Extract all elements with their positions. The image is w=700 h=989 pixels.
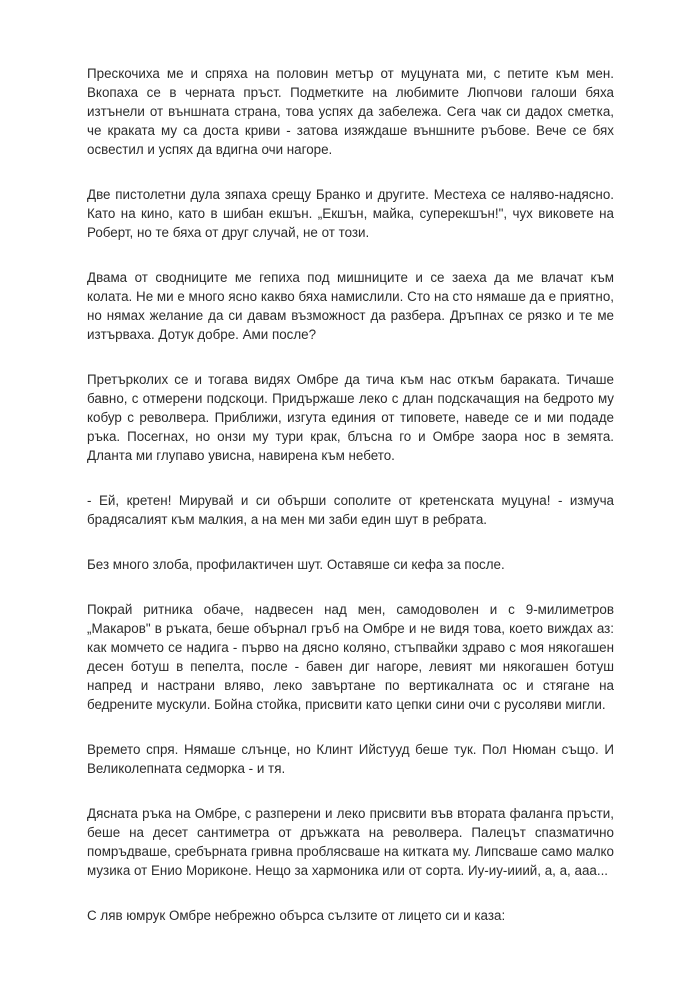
- paragraph: - Ей, кретен! Мирувай и си обърши сополите от кретенската муцуна! - измуча брадясалият към малкия, а на мен ми заби един шут в ребрата.: [87, 493, 614, 527]
- paragraph: Прескочиха ме и спряха на половин метър от муцуната ми, с петите към мен. Вкопаха се в черната пръст. Подметките на любимите Люпчови галоши бяха изтънели от външната страна, това успях да забележа. Сега чак си дадох сметка, че краката му са доста криви - затова изяждаше външните ръбове. Вече се бях освестил и успях да вдигна очи нагоре.: [87, 66, 614, 157]
- document-body: [87, 64, 614, 951]
- paragraph: Без много злоба, профилактичен шут. Оставяше си кефа за после.: [87, 557, 505, 572]
- paragraph: Времето спря. Нямаше слънце, но Клинт Ийстууд беше тук. Пол Нюман също. И Великолепната седморка - и тя.: [87, 742, 614, 776]
- paragraph: Двама от сводниците ме гепиха под мишниците и се заеха да ме влачат към колата. Не ми е много ясно какво бяха намислили. Сто на сто нямаше да е приятно, но нямах желание да си давам възможност да разбера. Дръпнах се рязко и те ме изтърваха. Дотук добре. Ами после?: [87, 270, 614, 342]
- paragraph: С ляв юмрук Омбре небрежно обърса сълзите от лицето си и каза:: [87, 908, 506, 923]
- paragraph: Покрай ритника обаче, надвесен над мен, самодоволен и с 9-милиметров „Макаров" в ръката, беше обърнал гръб на Омбре и не видя това, което виждах аз: как момчето се надига - първо на дясно коляно, стъпвайки здраво с моя някогашен десен ботуш в пепелта, после - бавен диг нагоре, левият ми някогашен ботуш напред и настрани вляво, леко завъртане по вертикалната ос и стягане на бедрените мускули. Бойна стойка, присвити като цепки сини очи с русоляви мигли.: [87, 602, 614, 712]
- paragraph: Претърколих се и тогава видях Омбре да тича към нас откъм бараката. Тичаше бавно, с отмерени подскоци. Придържаше леко с длан подскачащия на бедрото му кобур с револвера. Приближи, изгута единия от типовете, наведе се и ми подаде ръка. Посегнах, но онзи му тури крак, блъсна го и Омбре заора нос в земята. Дланта ми глупаво увисна, навирена към небето.: [87, 372, 614, 463]
- paragraph: Дясната ръка на Омбре, с разперени и леко присвити във втората фаланга пръсти, беше на десет сантиметра от дръжката на револвера. Палецът спазматично помръдваше, сребърната гривна проблясваше на китката му. Липсваше само малко музика от Енио Мориконе. Нещо за хармоника или от сорта. Иу-иу-ииий, а, а, ааа...: [87, 806, 614, 878]
- paragraph: Две пистолетни дула зяпаха срещу Бранко и другите. Местеха се наляво-надясно. Като на кино, като в шибан екшън. „Екшън, майка, суперекшън!", чух виковете на Роберт, но те бяха от друг случай, не от този.: [87, 187, 614, 240]
